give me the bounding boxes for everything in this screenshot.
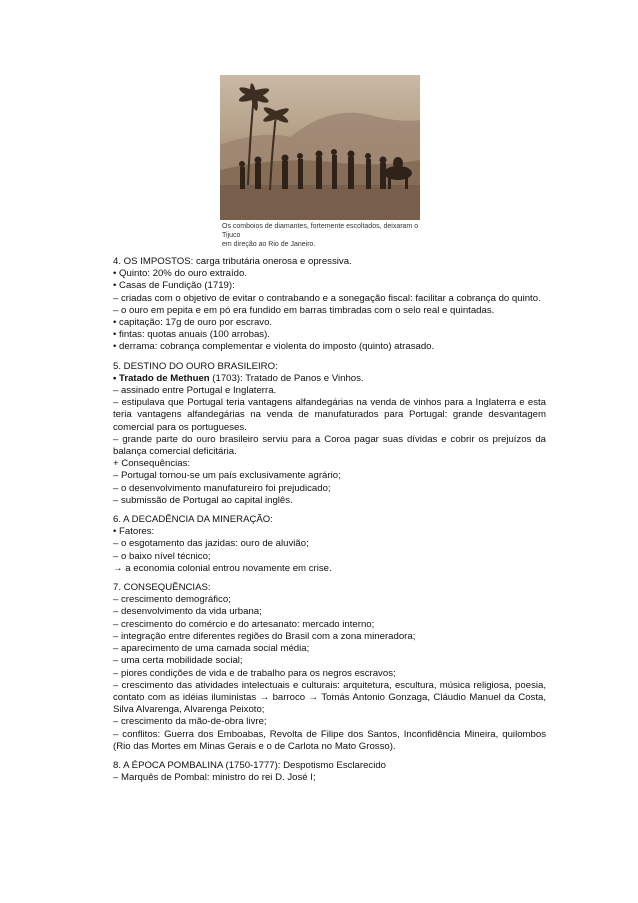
dash-line: – o esgotamento das jazidas: ouro de aluvião; xyxy=(113,538,309,550)
bullet-line: • derrama: cobrança complementar e violenta do imposto (quinto) atrasado. xyxy=(113,341,435,353)
dash-line: – crescimento demográfico; xyxy=(113,594,231,606)
line-rest: (1703): Tratado de Panos e Vinhos. xyxy=(209,372,364,384)
bullet-line xyxy=(113,373,546,385)
dash-line: – o baixo nível técnico; xyxy=(113,550,211,562)
bullet-line: • fintas: quotas anuais (100 arrobas). xyxy=(113,329,270,341)
dash-paragraph: – grande parte do ouro brasileiro serviu para a Coroa pagar suas dívidas e cobrir os prejuízos da balança comercial deficitária. xyxy=(113,433,546,458)
arrow-line: → a economia colonial entrou novamente em crise. xyxy=(113,562,332,574)
dash-line: – o ouro em pepita e em pó era fundido em barras timbradas com o selo real e quintadas. xyxy=(113,304,495,316)
dash-line: – assinado entre Portugal e Inglaterra. xyxy=(113,385,277,397)
dash-paragraph: – estipulava que Portugal teria vantagens alfandegárias na venda de vinhos para a Inglaterra e esta teria vantagens alfandegárias na venda de manufaturados para Portugal: grande desvantagem comercial para os portugueses. xyxy=(113,397,546,433)
section-title: 7. CONSEQUÊNCIAS: xyxy=(113,582,211,594)
caption-line: em direção ao Rio de Janeiro. xyxy=(222,241,316,248)
bold-term: • Tratado de Methuen xyxy=(113,372,210,384)
section-epoca-pombalina xyxy=(113,760,546,784)
bullet-line: • Quinto: 20% do ouro extraído. xyxy=(113,268,248,280)
dash-line: – aparecimento de uma camada social média; xyxy=(113,643,310,655)
bullet-line: • Fatores: xyxy=(113,526,155,538)
dash-line: – criadas com o objetivo de evitar o contrabando e a sonegação fiscal: facilitar a cobrança do quinto. xyxy=(113,292,541,304)
caption-line: Os comboios de diamantes, fortemente escoltados, deixaram o Tijuco xyxy=(222,223,419,239)
dash-line: – Marquês de Pombal: ministro do rei D. José I; xyxy=(113,772,316,784)
section-title: 4. OS IMPOSTOS: carga tributária onerosa e opressiva. xyxy=(113,256,352,267)
section-title: 6. A DECADÊNCIA DA MINERAÇÃO: xyxy=(113,514,273,526)
section-title: 8. A ÉPOCA POMBALINA (1750-1777): Despotismo Esclarecido xyxy=(113,759,387,771)
dash-line: – integração entre diferentes regiões do Brasil com a zona mineradora; xyxy=(113,630,416,642)
dash-line: – crescimento do comércio e do artesanato: mercado interno; xyxy=(113,618,375,630)
dash-paragraph: – conflitos: Guerra dos Emboabas, Revolta de Filipe dos Santos, Inconfidência Mineira, quilombos (Rio das Mortes em Minas Gerais e o de Carlota no Mato Grosso). xyxy=(113,728,546,752)
section-destino-ouro xyxy=(113,361,546,507)
section-title: 5. DESTINO DO OURO BRASILEIRO: xyxy=(113,360,278,372)
section-consequencias xyxy=(113,582,546,753)
bullet-line: • Casas de Fundição (1719): xyxy=(113,280,235,292)
section-decadencia xyxy=(113,514,546,575)
dash-line: – crescimento da mão-de-obra livre; xyxy=(113,716,267,728)
bullet-line: • capitação: 17g de ouro por escravo. xyxy=(113,317,273,329)
dash-line: – desenvolvimento da vida urbana; xyxy=(113,606,262,618)
dash-line: – o desenvolvimento manufatureiro foi prejudicado; xyxy=(113,482,331,494)
diamond-convoy-engraving xyxy=(220,75,420,220)
dash-line: – submissão de Portugal ao capital inglês. xyxy=(113,494,293,506)
section-impostos xyxy=(113,256,546,354)
plus-line: + Consequências: xyxy=(113,458,191,470)
dash-line: – uma certa mobilidade social; xyxy=(113,655,243,667)
dash-paragraph: – crescimento das atividades intelectuais e culturais: arquitetura, escultura, música religiosa, poesia, contato com as idéias iluministas → barroco → Tomás Antonio Gonzaga, Cláudio Manuel da Costa, Silva Alvarenga, Alvarenga Peixoto; xyxy=(113,679,546,716)
dash-line: – Portugal tornou-se um país exclusivamente agrário; xyxy=(113,470,341,482)
document-body xyxy=(113,256,546,791)
figure-caption xyxy=(222,222,420,249)
illustration-figure xyxy=(220,75,420,248)
dash-line: – piores condições de vida e de trabalho para os negros escravos; xyxy=(113,667,396,679)
